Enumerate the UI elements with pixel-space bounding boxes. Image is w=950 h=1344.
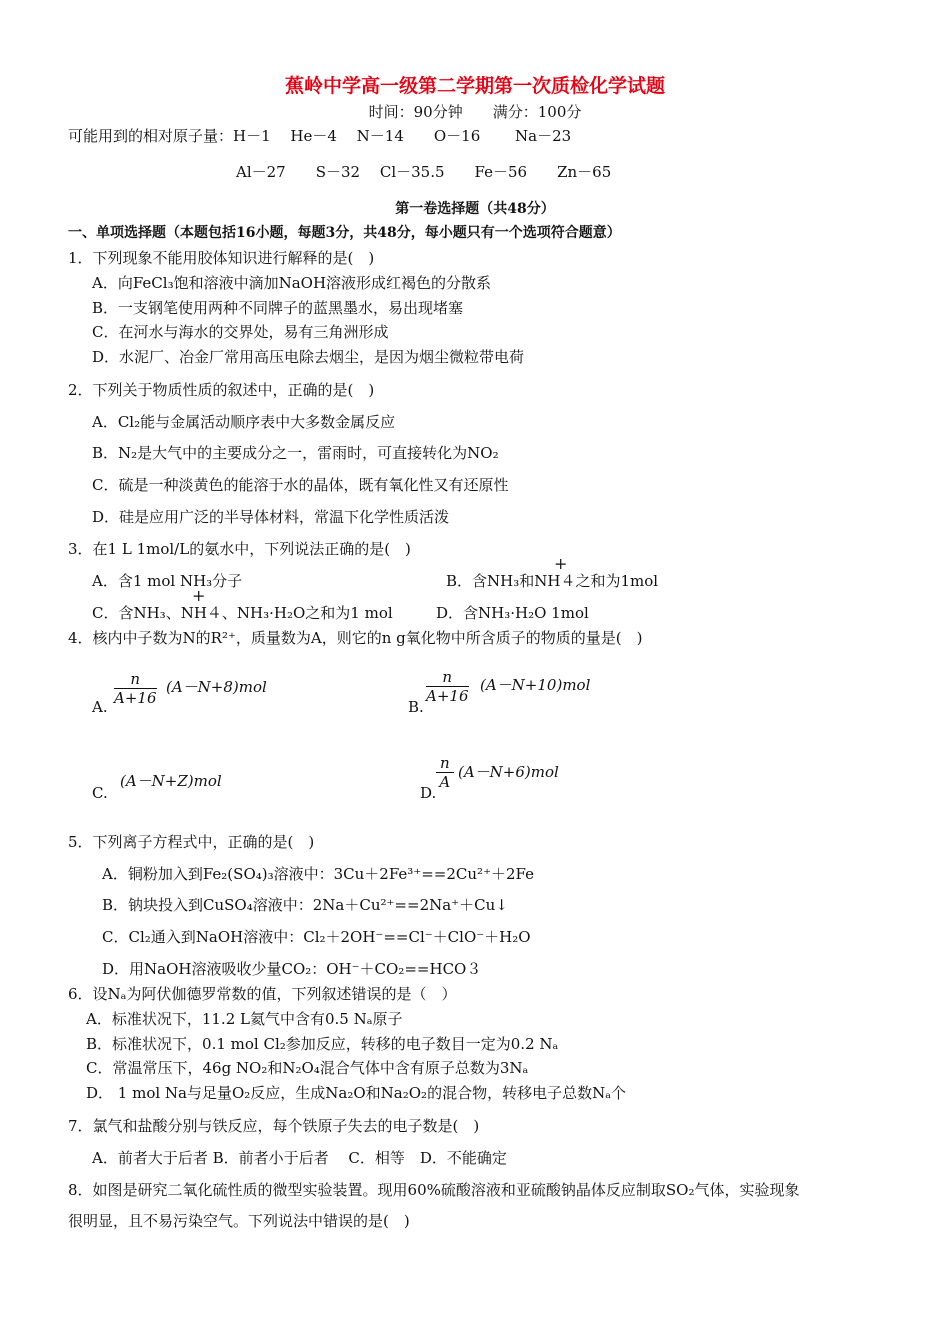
q6-stem: 6．设Nₐ为阿伏伽德罗常数的值，下列叙述错误的是（ ） (68, 985, 457, 1003)
q3-option-d: D．含NH₃·H₂O 1mol (436, 604, 589, 622)
section-title: 第一卷选择题（共48分） (395, 201, 555, 217)
q4-option-a-fraction (114, 670, 157, 707)
q4-option-a-expression: (A－N+8)mol (166, 678, 267, 696)
q8-stem-line-2: 很明显，且不易污染空气。下列说法中错误的是( ) (68, 1212, 410, 1230)
q2-option-c: C．硫是一种淡黄色的能溶于水的晶体，既有氧化性又有还原性 (92, 476, 509, 494)
q4-option-b-label: B. (408, 698, 424, 716)
q4-option-b-denominator: A+16 (426, 687, 469, 705)
q7-stem: 7．氯气和盐酸分别与铁反应，每个铁原子失去的电子数是( ) (68, 1117, 480, 1135)
q5-option-d: D．用NaOH溶液吸收少量CO₂：OH⁻＋CO₂==HCO３ (102, 960, 482, 978)
q4-option-b-expression: (A－N+10)mol (480, 676, 591, 694)
q5-option-b: B．钠块投入到CuSO₄溶液中：2Na＋Cu²⁺==2Na⁺＋Cu↓ (102, 896, 508, 914)
q4-option-b-fraction (426, 668, 469, 705)
q3-option-b: B．含NH₃和NH４之和为1mol (446, 572, 659, 590)
q3-option-c: C．含NH₃、NH４、NH₃·H₂O之和为1 mol (92, 604, 393, 622)
time-info: 时间：90分钟 满分：100分 (368, 103, 582, 121)
q4-option-a-numerator: n (114, 670, 157, 689)
q4-option-d-denominator: A (439, 773, 451, 791)
q4-option-a-denominator: A+16 (114, 689, 157, 707)
q4-option-d-fraction (436, 754, 454, 791)
q6-option-d: D． 1 mol Na与足量O₂反应，生成Na₂O和Na₂O₂的混合物，转移电子总数Nₐ个 (86, 1084, 626, 1102)
q3-ion-charge-mark: + (192, 586, 206, 605)
q1-option-a: A．向FeCl₃饱和溶液中滴加NaOH溶液形成红褐色的分散系 (92, 274, 492, 292)
q4-option-c-label: C. (92, 784, 108, 802)
q4-option-a-label: A. (92, 698, 108, 716)
q2-option-a: A．Cl₂能与金属活动顺序表中大多数金属反应 (92, 413, 396, 431)
q1-stem: 1．下列现象不能用胶体知识进行解释的是( ) (68, 249, 375, 267)
q2-option-d: D．硅是应用广泛的半导体材料，常温下化学性质活泼 (92, 508, 450, 526)
q1-option-b: B．一支钢笔使用两种不同牌子的蓝黑墨水，易出现堵塞 (92, 299, 464, 317)
q4-stem: 4．核内中子数为N的R²⁺，质量数为A，则它的n g氧化物中所含质子的物质的量是( ) (68, 629, 643, 647)
q3-option-a: A．含1 mol NH₃分子 (92, 572, 243, 590)
q8-stem-line-1: 8．如图是研究二氧化硫性质的微型实验装置。现用60%硫酸溶液和亚硫酸钠晶体反应制取SO₂气体，实验现象 (68, 1181, 800, 1199)
q4-option-d-numerator: n (436, 754, 454, 773)
q4-option-d-label: D. (420, 784, 437, 802)
q1-option-c: C．在河水与海水的交界处，易有三角洲形成 (92, 323, 389, 341)
q3-stem: 3．在1 L 1mol/L的氨水中，下列说法正确的是( ) (68, 540, 411, 558)
q5-stem: 5．下列离子方程式中，正确的是( ) (68, 833, 315, 851)
q5-option-a: A．铜粉加入到Fe₂(SO₄)₃溶液中：3Cu＋2Fe³⁺==2Cu²⁺＋2Fe (102, 865, 534, 883)
q2-option-b: B．N₂是大气中的主要成分之一，雷雨时，可直接转化为NO₂ (92, 444, 499, 462)
atomic-mass-line-1: 可能用到的相对原子量：H－1 He－4 N－14 O－16 Na－23 (68, 127, 572, 145)
exam-title: 蕉岭中学高一级第二学期第一次质检化学试题 (284, 75, 665, 97)
q6-option-a: A．标准状况下，11.2 L氦气中含有0.5 Nₐ原子 (86, 1010, 403, 1028)
q7-options: A．前者大于后者 B．前者小于后者 C．相等 D．不能确定 (92, 1149, 507, 1167)
q1-option-d: D．水泥厂、冶金厂常用高压电除去烟尘，是因为烟尘微粒带电荷 (92, 348, 525, 366)
atomic-mass-line-2: Al－27 S－32 Cl－35.5 Fe－56 Zn－65 (236, 163, 612, 181)
q4-option-b-numerator: n (426, 668, 469, 687)
q6-option-c: C．常温常压下，46g NO₂和N₂O₄混合气体中含有原子总数为3Nₐ (86, 1059, 529, 1077)
q4-option-c-expression: (A－N+Z)mol (120, 772, 222, 790)
q5-option-c: C．Cl₂通入到NaOH溶液中：Cl₂＋2OH⁻==Cl⁻＋ClO⁻＋H₂O (102, 928, 531, 946)
q6-option-b: B．标准状况下，0.1 mol Cl₂参加反应，转移的电子数目一定为0.2 Nₐ (86, 1035, 559, 1053)
section-instruction: 一、单项选择题（本题包括16小题，每题3分，共48分，每小题只有一个选项符合题意） (68, 225, 621, 241)
q3-ion-charge-mark: + (554, 554, 568, 573)
q2-stem: 2．下列关于物质性质的叙述中，正确的是( ) (68, 381, 375, 399)
q4-option-d-expression: (A－N+6)mol (458, 763, 559, 781)
